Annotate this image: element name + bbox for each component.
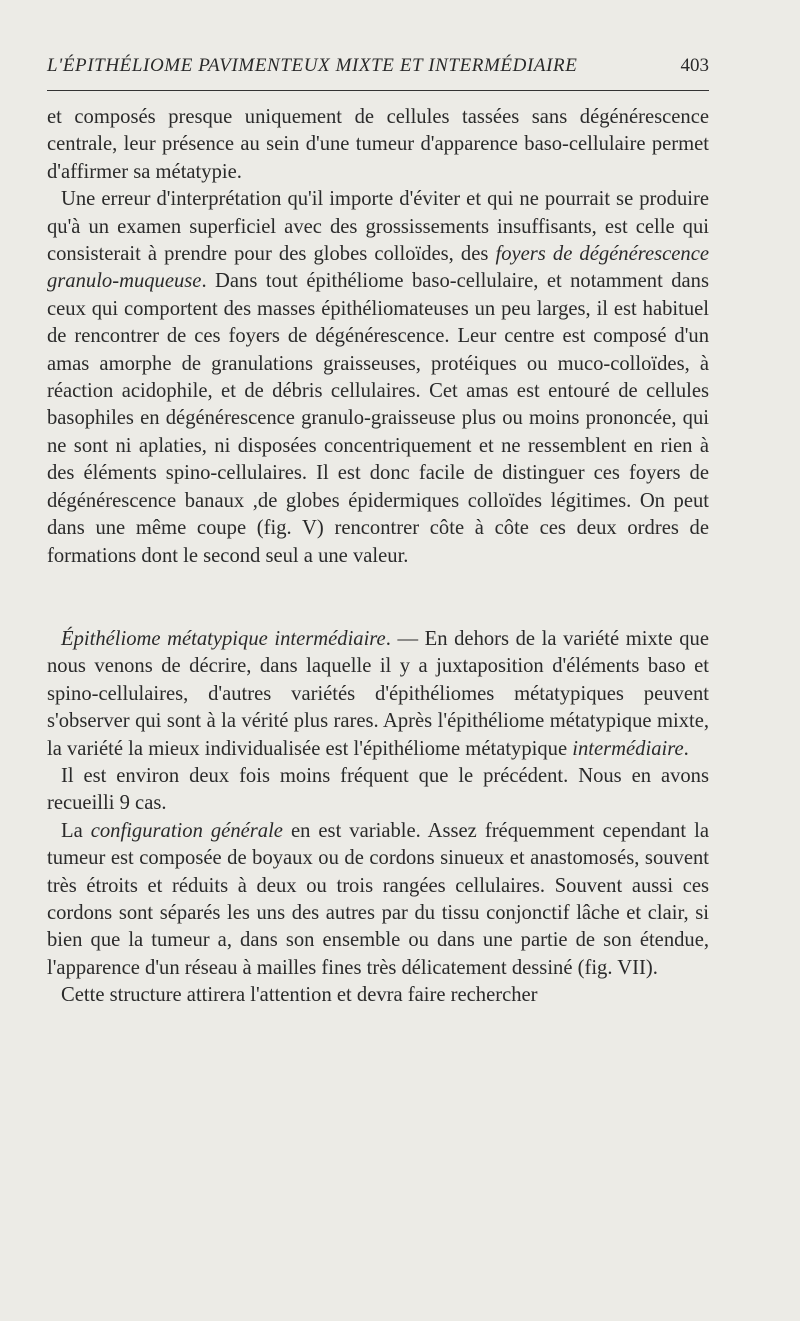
paragraph-3 xyxy=(47,626,709,763)
paragraph-6 xyxy=(47,982,709,1009)
body-text xyxy=(47,104,709,1010)
section-gap xyxy=(47,570,709,626)
paragraph-1 xyxy=(47,104,709,186)
page-header xyxy=(47,55,709,85)
text-run: en est variable. Assez fréquemment cependant la tumeur est composée de boyaux ou de cordons sinueux et anastomosés, souvent très étroits et réduits à deux ou trois rangées cellulaires. Souvent aussi ces cordons sont séparés les uns des autres par du tissu conjonctif lâche et clair, si bien que la tumeur a, dans son ensemble ou dans une partie de son étendue, l'apparence d'un réseau à mailles fines très délicatement dessiné (fig. VII). xyxy=(47,819,709,979)
text-run: Une erreur d'interprétation qu'il importe d'éviter et qui ne pourrait se produire qu'à un examen superficiel avec des grossissements insuffisants, est celle qui consisterait à prendre pour des globes colloïdes, des xyxy=(47,188,709,266)
italic-text-run: foyers de dégénérescence granulo-muqueuse xyxy=(47,243,710,293)
text-run: et composés presque uniquement de cellules tassées sans dégénérescence centrale, leur présence au sein d'une tumeur d'apparence baso-cellulaire permet d'affirmer sa métatypie. xyxy=(47,106,709,183)
header-rule xyxy=(47,90,709,91)
text-run: La xyxy=(61,819,91,842)
text-run: Il est environ deux fois moins fréquent que le précédent. Nous en avons recueilli 9 cas. xyxy=(47,764,709,815)
italic-text-run: Épithéliome métatypique intermédiaire xyxy=(61,627,386,650)
paragraph-5 xyxy=(47,818,709,982)
running-title: L'ÉPITHÉLIOME PAVIMENTEUX MIXTE ET INTERMÉDIAIRE xyxy=(47,55,578,76)
italic-text-run: intermédiaire xyxy=(572,737,684,760)
page-number: 403 xyxy=(680,55,709,76)
text-run: . Dans tout épithéliome baso-cellulaire, et notamment dans ceux qui comportent des masses épithéliomateuses un peu larges, il est habituel de rencontrer de ces foyers de dégénérescence. Leur centre est composé d'un amas amorphe de granulations graisseuses, protéiques ou muco-colloïdes, à réaction acidophile, et de débris cellulaires. Cet amas est entouré de cellules basophiles en dégénérescence granulo-graisseuse plus ou moins prononcée, qui ne sont ni aplaties, ni disposées concentriquement et ne ressemblent en rien à des éléments spino-cellulaires. Il est donc facile de distinguer ces foyers de dégénérescence banaux ,de globes épidermiques colloïdes légitimes. On peut dans une même coupe (fig. V) rencontrer côte à côte ces deux ordres de formations dont le second seul a une valeur. xyxy=(47,270,709,567)
paragraph-4 xyxy=(47,763,709,818)
italic-text-run: configuration générale xyxy=(90,819,283,842)
text-run: . xyxy=(683,737,689,760)
paragraph-2 xyxy=(47,186,709,570)
text-run: Cette structure attirera l'attention et devra faire rechercher xyxy=(61,984,538,1007)
text-run: . — En dehors de la variété mixte que nous venons de décrire, dans laquelle il y a juxtaposition d'éléments baso et spino-cellulaires, d'autres variétés d'épithéliomes métatypiques peuvent s'observer qui sont à la vérité plus rares. Après l'épithéliome métatypique mixte, la variété la mieux individualisée est l'épithéliome métatypique xyxy=(47,627,709,760)
